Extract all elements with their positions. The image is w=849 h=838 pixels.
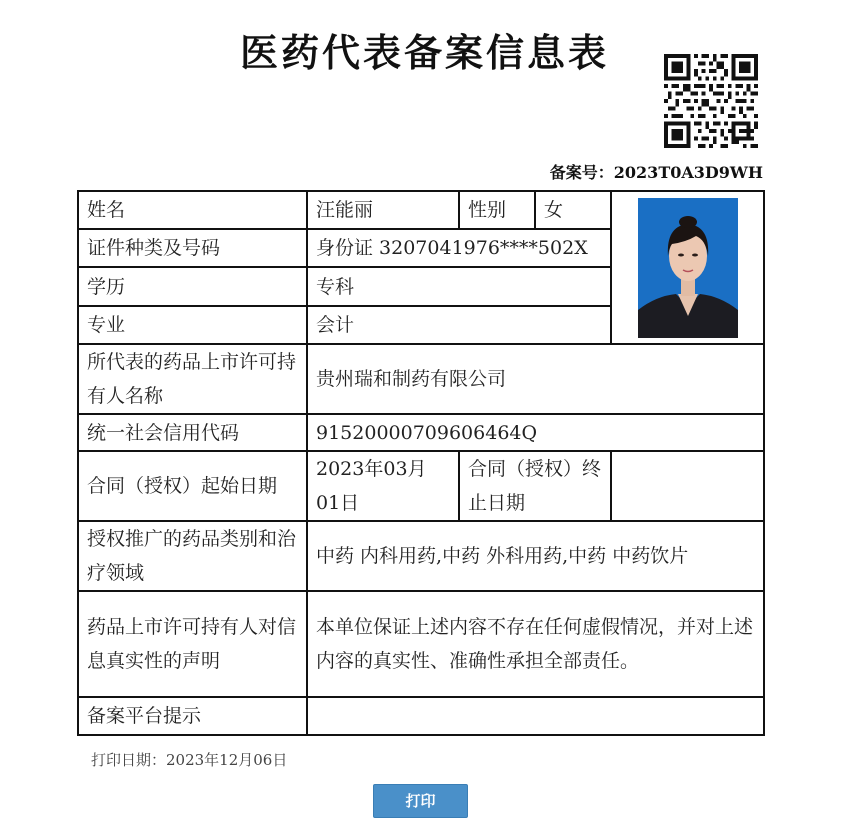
category-value: 中药 内科用药,中药 外科用药,中药 中药饮片 xyxy=(307,521,764,591)
holder-value: 贵州瑞和制药有限公司 xyxy=(307,344,764,414)
declaration-value: 本单位保证上述内容不存在任何虚假情况，并对上述内容的真实性、准确性承担全部责任。 xyxy=(307,591,764,697)
qr-code-image xyxy=(664,54,758,148)
credit-code-label: 统一社会信用代码 xyxy=(78,414,307,451)
page-title: 医药代表备案信息表 xyxy=(239,30,609,75)
education-value: 专科 xyxy=(307,267,611,306)
id-label: 证件种类及号码 xyxy=(78,229,307,267)
platform-value xyxy=(307,697,764,735)
holder-label: 所代表的药品上市许可持有人名称 xyxy=(78,344,307,414)
declaration-label: 药品上市许可持有人对信息真实性的声明 xyxy=(78,591,307,697)
major-value: 会计 xyxy=(307,306,611,344)
major-label: 专业 xyxy=(78,306,307,344)
contract-start-value: 2023年03月01日 xyxy=(307,451,459,521)
credit-code-value: 91520000709606464Q xyxy=(307,414,764,451)
platform-label: 备案平台提示 xyxy=(78,697,307,735)
applicant-photo xyxy=(638,198,738,338)
record-number: 备案号：2023T0A3D9WH xyxy=(549,163,763,182)
name-label: 姓名 xyxy=(78,191,307,229)
print-button[interactable]: 打印 xyxy=(373,784,468,818)
contract-start-label: 合同（授权）起始日期 xyxy=(78,451,307,521)
print-date: 打印日期：2023年12月06日 xyxy=(91,751,288,769)
gender-value: 女 xyxy=(535,191,611,229)
contract-end-value xyxy=(611,451,764,521)
education-label: 学历 xyxy=(78,267,307,306)
id-value: 身份证 3207041976****502X xyxy=(307,229,611,267)
category-label: 授权推广的药品类别和治疗领域 xyxy=(78,521,307,591)
gender-label: 性别 xyxy=(459,191,535,229)
name-value: 汪能丽 xyxy=(307,191,459,229)
photo-cell xyxy=(611,191,764,344)
info-table xyxy=(77,190,765,736)
contract-end-label: 合同（授权）终止日期 xyxy=(459,451,611,521)
